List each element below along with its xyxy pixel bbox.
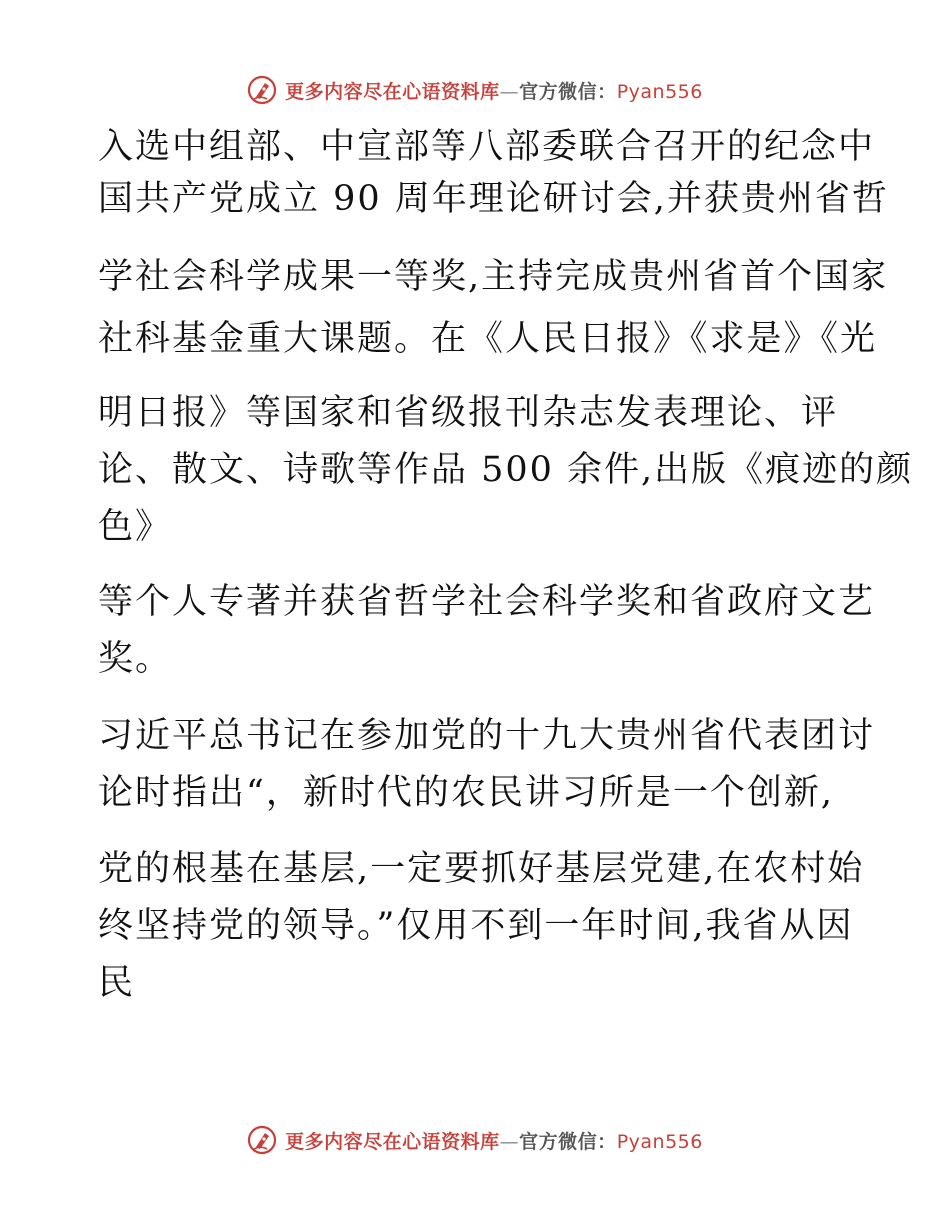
body-line: 论时指出“，新时代的农民讲习所是一个创新, <box>98 773 835 813</box>
body-line: 习近平总书记在参加党的十九大贵州省代表团讨 <box>98 716 876 756</box>
banner-main-text: 更多内容尽在心语资料库 <box>285 80 500 103</box>
banner-wechat-id: Pyan556 <box>616 1130 703 1153</box>
body-line: 等个人专著并获省哲学社会科学奖和省政府文艺 <box>98 582 876 622</box>
banner-wechat-id: Pyan556 <box>616 80 703 103</box>
body-line: 色》 <box>98 507 173 547</box>
body-line: 奖。 <box>98 639 173 679</box>
body-line: 终坚持党的领导。”仅用不到一年时间,我省从因 <box>98 906 854 946</box>
body-line: 明日报》等国家和省级报刊杂志发表理论、评 <box>98 393 839 433</box>
body-line: 论、散文、诗歌等作品 500 余件,出版《痕迹的颜 <box>98 450 914 490</box>
pen-nib-logo-icon <box>247 1125 277 1155</box>
body-line: 党的根基在基层,一定要抓好基层党建,在农村始 <box>98 849 865 889</box>
banner-wechat-label: 官方微信： <box>519 80 617 103</box>
banner-dash: — <box>499 1130 520 1153</box>
banner-text <box>285 77 703 104</box>
banner-wechat-label: 官方微信： <box>519 1130 617 1153</box>
footer-banner <box>0 1120 950 1160</box>
header-banner <box>0 70 950 110</box>
body-line: 民 <box>98 963 136 1003</box>
body-line: 学社会科学成果一等奖,主持完成贵州省首个国家 <box>98 257 889 297</box>
body-line: 入选中组部、中宣部等八部委联合召开的纪念中 <box>98 127 876 167</box>
pen-nib-logo-icon <box>247 75 277 105</box>
body-line: 国共产党成立 90 周年理论研讨会,并获贵州省哲 <box>98 179 889 219</box>
banner-main-text: 更多内容尽在心语资料库 <box>285 1130 500 1153</box>
body-line: 社科基金重大课题。在《人民日报》《求是》《光 <box>98 319 878 359</box>
banner-text <box>285 1127 703 1154</box>
banner-dash: — <box>499 80 520 103</box>
